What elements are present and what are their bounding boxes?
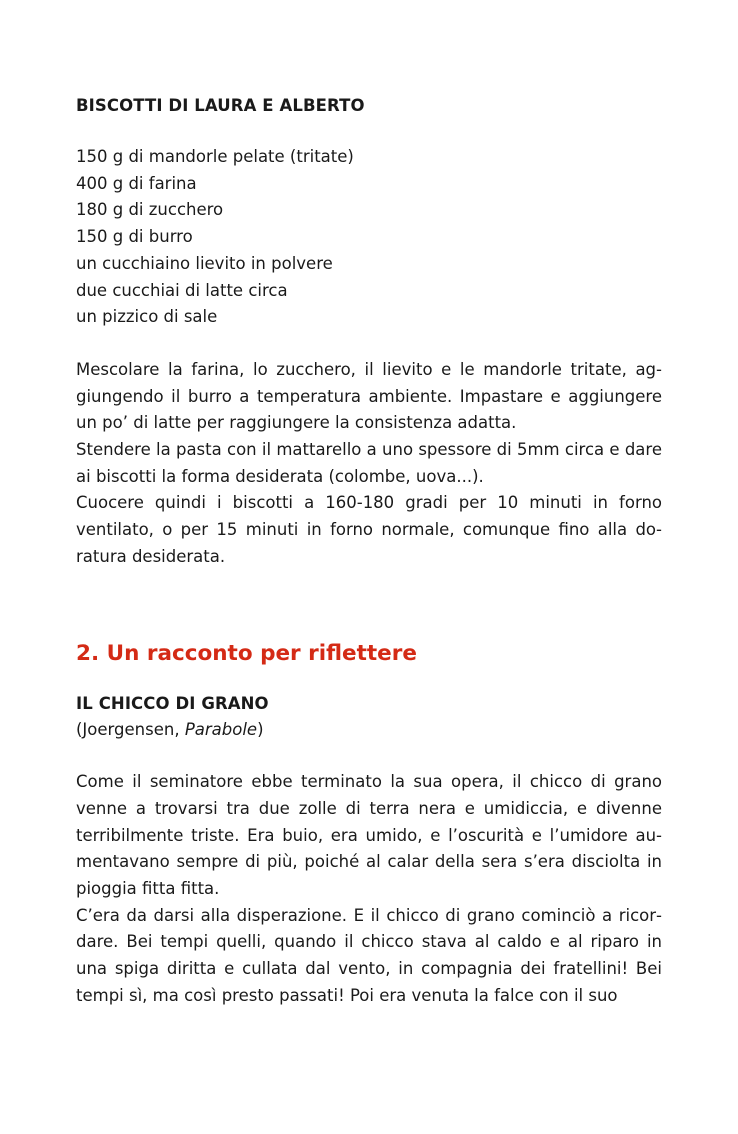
document-page [76, 92, 662, 1010]
story-paragraph: C’era da darsi alla disperazione. E il chicco di grano cominciò a ricordare. Bei tempi quelli, quando il chicco stava al caldo e al riparo in una spiga diritta e cullata dal vento, in compagnia dei fratellini! Bei tempi sì, ma così presto passati! Poi era venuta la falce con il suo [76, 905, 662, 1005]
ingredient-item: 180 g di zucchero [76, 200, 224, 220]
ingredient-item: un cucchiaino lievito in polvere [76, 253, 333, 273]
ingredient-item: un pizzico di sale [76, 307, 218, 327]
credit-close: ) [257, 719, 264, 739]
ingredient-item: 150 g di mandorle pelate (tritate) [76, 147, 354, 166]
instruction-paragraph: Stendere la pasta con il mattarello a uno spessore di 5mm circa e dare ai biscotti la forma desiderata (colombe, uova...). [76, 440, 662, 486]
instruction-paragraph: Cuocere quindi i biscotti a 160-180 gradi per 10 minuti in forno ventilato, o per 15 minuti in forno normale, comunque fino alla doratura desiderata. [76, 493, 662, 566]
ingredient-item: 400 g di farina [76, 173, 197, 193]
instruction-paragraph: Mescolare la farina, lo zucchero, il lievito e le mandorle tritate, aggiungendo il burro a temperatura ambiente. Impastare e aggiungere un po’ di latte per raggiungere la consistenza adatta. [76, 359, 662, 433]
ingredient-item: 150 g di burro [76, 227, 193, 247]
credit-work: Parabole [184, 719, 258, 739]
ingredients-list [76, 144, 662, 331]
recipe-title: BISCOTTI DI LAURA E ALBERTO [76, 96, 365, 115]
story-paragraph: Come il seminatore ebbe terminato la sua opera, il chicco di grano venne a trovarsi tra due zolle di terra nera e umidiccia, e divenne terribilmente triste. Era buio, era umido, e l’oscurità e l’umidore aumentavano sempre di più, poiché al calar della sera s’era disciolta in pioggia fitta fitta. [76, 772, 662, 899]
story-title: IL CHICCO DI GRANO [76, 693, 269, 713]
ingredient-item: due cucchiai di latte circa [76, 280, 288, 300]
section-title: 2. Un racconto per riflettere [76, 640, 417, 666]
story-body [76, 769, 662, 1009]
credit-author: (Joergensen, [76, 719, 185, 739]
recipe-instructions [76, 357, 662, 571]
story-credit [76, 717, 662, 744]
